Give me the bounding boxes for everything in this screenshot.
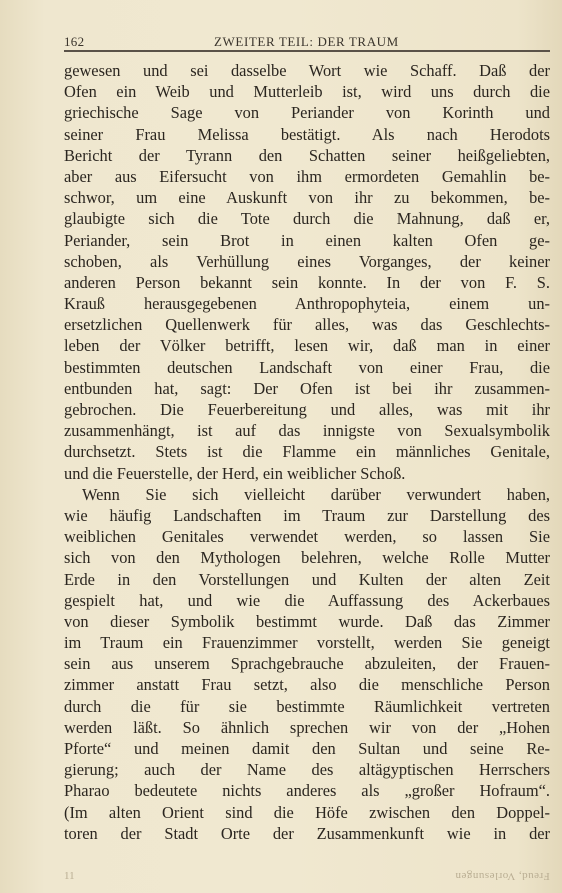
- text-line: zimmer anstatt Frau setzt, also die menschliche Person: [64, 675, 550, 695]
- text-line: entbunden hat, sagt: Der Ofen ist bei ihr zusammen-: [64, 378, 550, 398]
- text-line: seiner Frau Melissa bestätigt. Als nach Herodots: [64, 124, 550, 144]
- text-line: sein aus unserem Sprachgebrauche abzuleiten, der Frauen-: [64, 654, 550, 674]
- text-line: toren der Stadt Orte der Zusammenkunft wie in der: [64, 823, 550, 843]
- text-line: wie häufig Landschaften im Traum zur Darstellung des: [64, 505, 550, 525]
- text-line: Erde in den Vorstellungen und Kulten der alten Zeit: [64, 569, 550, 589]
- text-line: durch die für sie bestimmte Räumlichkeit vertreten: [64, 696, 550, 716]
- text-line: gierung; auch der Name des altägyptischen Herrschers: [64, 760, 550, 780]
- text-line: bestimmten deutschen Landschaft von einer Frau, die: [64, 357, 550, 377]
- text-line: anderen Person bekannt sein konnte. In der von F. S.: [64, 272, 550, 292]
- header-rule: [64, 50, 550, 52]
- paragraph-end-line: und die Feuerstelle, der Herd, ein weiblicher Schoß.: [64, 463, 406, 483]
- text-line: (Im alten Orient sind die Höfe zwischen den Doppel-: [64, 802, 550, 822]
- paragraph-start-line: Wenn Sie sich vielleicht darüber verwundert haben,: [82, 484, 550, 504]
- text-line: schwor, um eine Auskunft von ihr zu bekommen, be-: [64, 188, 550, 208]
- text-line: gespielt hat, und wie die Auffassung des Ackerbaues: [64, 590, 550, 610]
- text-line: Periander, sein Brot in einen kalten Ofen ge-: [64, 230, 550, 250]
- text-line: leben der Völker betrifft, lesen wir, daß man in einer: [64, 336, 550, 356]
- page-header: [64, 32, 550, 54]
- text-line: durchsetzt. Stets ist die Flamme ein männliches Genitale,: [64, 442, 550, 462]
- page-footer: [64, 870, 550, 886]
- page-number: 162: [64, 34, 85, 49]
- signature-mark: 11: [64, 870, 75, 882]
- text-line: von dieser Symbolik bestimmt wurde. Daß das Zimmer: [64, 611, 550, 631]
- text-line: Ofen ein Weib und Mutterleib ist, wird uns durch die: [64, 82, 550, 102]
- text-line: gebrochen. Die Feuerbereitung und alles, was mit ihr: [64, 400, 550, 419]
- text-line: Krauß herausgegebenen Anthropophyteia, einem un-: [64, 294, 550, 314]
- bleed-through-title: Freud, Vorlesungen: [455, 870, 550, 882]
- text-line: ersetzlichen Quellenwerk für alles, was das Geschlechts-: [64, 315, 550, 335]
- text-line: im Traum ein Frauenzimmer vorstellt, werden Sie geneigt: [64, 633, 550, 653]
- text-line: weiblichen Genitales verwendet werden, so lassen Sie: [64, 527, 550, 547]
- text-line: werden läßt. So ähnlich sprechen wir von der „Hohen: [64, 717, 550, 737]
- text-line: schoben, als Verhüllung eines Vorganges, der keiner: [64, 251, 550, 271]
- text-line: griechische Sage von Periander von Korinth und: [64, 103, 550, 123]
- running-head: ZWEITER TEIL: DER TRAUM: [214, 34, 399, 49]
- text-line: gewesen und sei dasselbe Wort wie Schaff. Daß der: [64, 61, 550, 80]
- text-line: Bericht der Tyrann den Schatten seiner heißgeliebten,: [64, 145, 550, 165]
- body-text: [64, 60, 550, 844]
- text-line: aber aus Eifersucht von ihm ermordeten Gemahlin be-: [64, 166, 550, 186]
- text-line: Pforte“ und meinen damit den Sultan und seine Re-: [64, 739, 550, 758]
- text-line: Pharao bedeutete nichts anderes als „großer Hofraum“.: [64, 781, 550, 801]
- text-line: sich von den Mythologen belehren, welche Rolle Mutter: [64, 548, 550, 568]
- text-line: glaubigte sich die Tote durch die Mahnung, daß er,: [64, 209, 550, 229]
- text-line: zusammenhängt, ist auf das innigste von Sexualsymbolik: [64, 421, 550, 441]
